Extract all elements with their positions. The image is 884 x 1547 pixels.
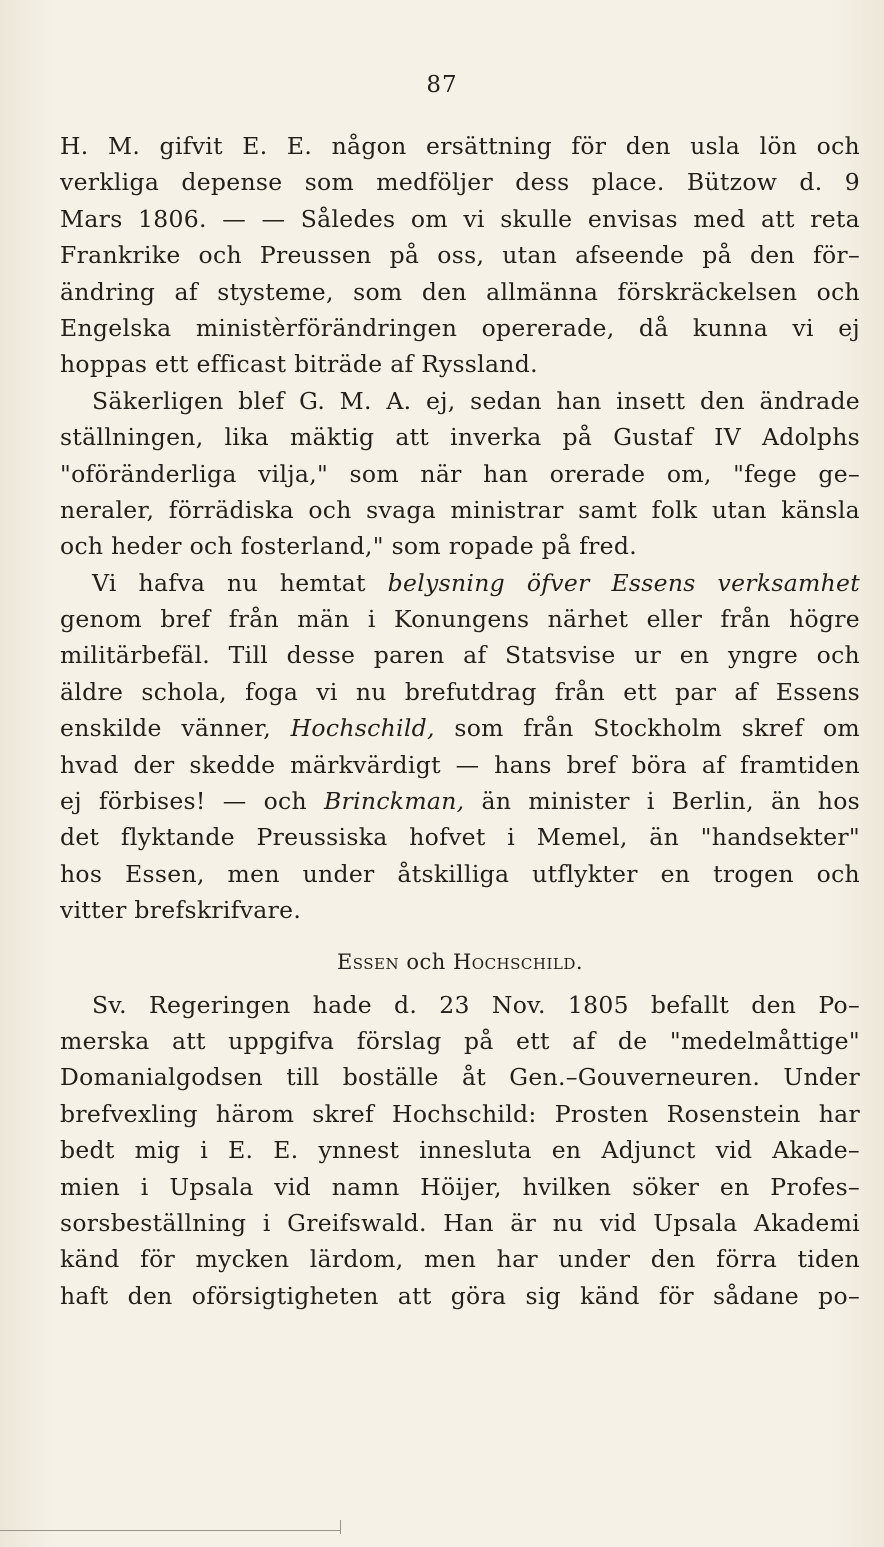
text-line: merska att uppgifva förslag på ett af de "medelmåttige" xyxy=(60,1026,860,1055)
heading-name: Essen xyxy=(336,949,400,974)
heading-name: Hochschild. xyxy=(452,949,584,974)
text-line: och heder och fosterland," som ropade på fred. xyxy=(60,532,637,561)
heading-conjunction: och xyxy=(406,949,446,974)
text-line: hos Essen, men under åtskilliga utflykter en trogen och xyxy=(60,859,860,888)
text-line: genom bref från män i Konungens närhet eller från högre xyxy=(60,605,860,634)
text-line: brefvexling härom skref Hochschild: Prosten Rosenstein har xyxy=(60,1099,860,1128)
text-line xyxy=(60,710,860,746)
text-run: Vi hafva nu hemtat xyxy=(92,568,388,597)
text-line: Domanialgodsen till boställe åt Gen.–Gouverneuren. Under xyxy=(60,1063,860,1092)
text-run: som från Stockholm skref om xyxy=(434,714,860,743)
text-line: hoppas ett efficast biträde af Ryssland. xyxy=(60,350,538,379)
text-line: känd för mycken lärdom, men har under den förra tiden xyxy=(60,1245,860,1274)
text-run: än minister i Berlin, än hos xyxy=(464,787,860,816)
italic-run: Hochschild, xyxy=(290,714,435,743)
page-edge-tick xyxy=(340,1520,341,1534)
text-line xyxy=(60,783,860,819)
text-line: Mars 1806. — — Således om vi skulle envisas med att reta xyxy=(60,204,860,233)
text-line: hvad der skedde märkvärdigt — hans bref böra af framtiden xyxy=(60,750,860,779)
text-line: bedt mig i E. E. ynnest innesluta en Adjunct vid Akade– xyxy=(60,1136,860,1165)
text-line: Frankrike och Preussen på oss, utan afseende på den för– xyxy=(60,241,860,270)
text-line xyxy=(60,565,860,601)
text-line: militärbefäl. Till desse paren af Statsvise ur en yngre och xyxy=(60,641,860,670)
italic-run: Brinckman, xyxy=(323,787,465,816)
body-text xyxy=(60,128,860,1314)
text-line: Engelska ministèrförändringen opererade, då kunna vi ej xyxy=(60,313,860,342)
italic-run: belysning öfver Essens verksamhet xyxy=(387,568,861,597)
section-heading xyxy=(60,937,860,987)
text-line: H. M. gifvit E. E. någon ersättning för den usla lön och xyxy=(60,132,860,160)
text-line: vitter brefskrifvare. xyxy=(60,896,302,925)
text-line: verkliga depense som medföljer dess place. Bützow d. 9 xyxy=(60,168,860,197)
text-line: ställningen, lika mäktig att inverka på Gustaf IV Adolphs xyxy=(60,423,860,452)
page-edge-rule xyxy=(0,1530,340,1531)
text-line: Säkerligen blef G. M. A. ej, sedan han insett den ändrade xyxy=(92,386,860,415)
page-number: 87 xyxy=(426,72,458,98)
text-line: äldre schola, foga vi nu brefutdrag från ett par af Essens xyxy=(60,677,860,706)
text-line: sorsbeställning i Greifswald. Han är nu vid Upsala Akademi xyxy=(60,1208,860,1237)
text-line: neraler, förrädiska och svaga ministrar samt folk utan känsla xyxy=(60,495,860,524)
text-run: enskilde vänner, xyxy=(60,714,291,743)
text-line: haft den oförsigtigheten att göra sig känd för sådane po– xyxy=(60,1281,860,1310)
text-line: "oföränderliga vilja," som när han orerade om, "fege ge– xyxy=(60,459,860,488)
text-run: ej förbises! — och xyxy=(60,787,324,816)
text-line: mien i Upsala vid namn Höijer, hvilken söker en Profes– xyxy=(60,1172,860,1201)
text-line: det flyktande Preussiska hofvet i Memel, än "handsekter" xyxy=(60,823,860,852)
text-line: ändring af stysteme, som den allmänna förskräckelsen och xyxy=(60,277,860,306)
text-line: Sv. Regeringen hade d. 23 Nov. 1805 befallt den Po– xyxy=(92,990,860,1019)
